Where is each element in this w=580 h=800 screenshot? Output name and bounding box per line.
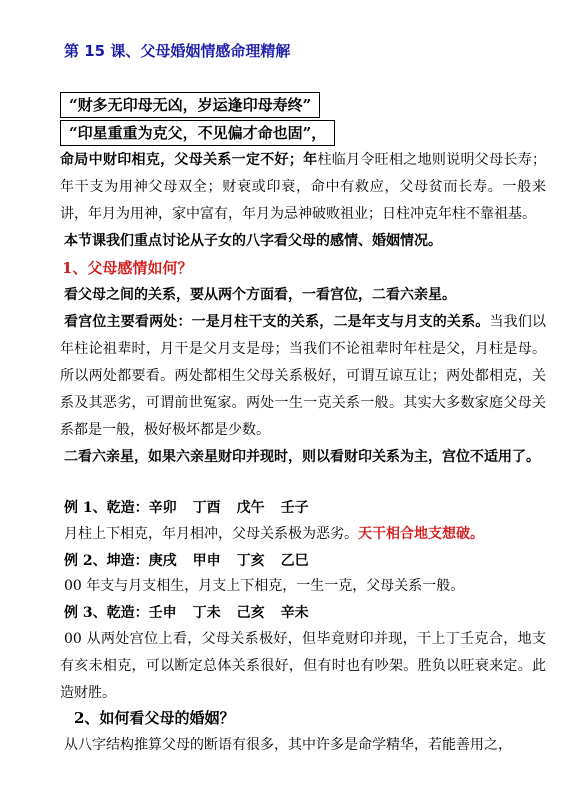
example-3-header [64,600,325,627]
example-2-pillar-1: 庚戌 [148,553,177,569]
paragraph-1-bold: 命局中财印相克，父母关系一定不好； [60,152,303,168]
paragraph-1 [60,147,546,228]
paragraph-3: 看父母之间的关系，要从两个方面看，一看宫位，二看六亲星。 [64,287,456,303]
example-3-text [60,626,546,707]
paragraph-4 [60,309,546,444]
example-2-pillar-2: 甲申 [192,553,221,569]
example-2-text: 00 年支与月支相生，月支上下相克，一生一克，父母关系一般。 [64,578,465,594]
example-1-pillar-2: 丁酉 [192,500,221,516]
paragraph-1-rest: 柱临月令旺相之地则说明父母长寿；年干支为用神父母双全；财衰或印衰，命中有救应，父母贫而长寿。一般来讲，年月为用神，家中富有，年月为忌神破败祖业；日柱冲克年柱不靠祖基。 [60,152,547,222]
example-3-label: 例 3、乾造： [64,605,149,621]
example-1-highlight: 天干相合地支想破。 [358,526,484,542]
example-1-desc: 月柱上下相克，年月相冲，父母关系极为恶劣。 [64,526,358,542]
example-2-label: 例 2、坤造： [64,553,149,569]
example-3-desc: 00 从两处宫位上看，父母关系极好，但毕竟财印并现，干上丁壬克合，地支有亥未相克，可以断定总体关系很好，但有时也有吵架。胜负以旺衰来定。此造财胜。 [60,631,546,701]
heading-1: 1、父母感情如何？ [62,259,193,277]
quote-box-1: “财多无印母无凶，岁运逢印母寿终” [60,92,320,118]
paragraph-5 [60,444,546,471]
paragraph-5-text: 二看六亲星，如果六亲星财印并现时，则以看财印关系为主，宫位不适用了。 [64,449,540,465]
paragraph-4-bold: 看宫位主要看两处：一是月柱干支的关系，二是年支与月支的关系。 [64,314,490,330]
example-1-label: 例 1、乾造： [64,500,149,516]
lesson-title: 第 15 课、父母婚姻情感命理精解 [64,42,291,60]
example-2-pillar-4: 乙巳 [280,553,309,569]
example-1-pillar-3: 戊午 [236,500,265,516]
example-1-pillar-4: 壬子 [280,500,309,516]
example-3-pillar-4: 辛未 [280,605,309,621]
paragraph-2: 本节课我们重点讨论从子女的八字看父母的感情、婚姻情况。 [64,233,442,249]
paragraph-1-bold-2: 年 [302,152,318,168]
heading-2: 2、如何看父母的婚姻？ [74,709,235,727]
example-2-header [64,548,325,575]
quote-box-2: “印星重重为克父，不见偏才命也固”， [60,120,335,146]
example-3-pillar-3: 己亥 [236,605,265,621]
example-1-header [64,495,325,522]
example-3-pillar-1: 壬申 [148,605,177,621]
paragraph-4-rest: 当我们以年柱论祖辈时，月干是父月支是母；当我们不论祖辈时年柱是父，月柱是母。所以两处都要看。两处都相生父母关系极好，可谓互谅互让；两处都相克，关系及其恶劣，可谓前世冤家。两处一生一克关系一般。其实大多数家庭父母关系都是一般，极好极坏都是少数。 [60,314,546,438]
example-1-pillar-1: 辛卯 [148,500,177,516]
example-3-pillar-2: 丁未 [192,605,221,621]
example-1-text [64,521,550,548]
example-2-pillar-3: 丁亥 [236,553,265,569]
paragraph-6: 从八字结构推算父母的断语有很多，其中许多是命学精华，若能善用之， [64,737,512,753]
